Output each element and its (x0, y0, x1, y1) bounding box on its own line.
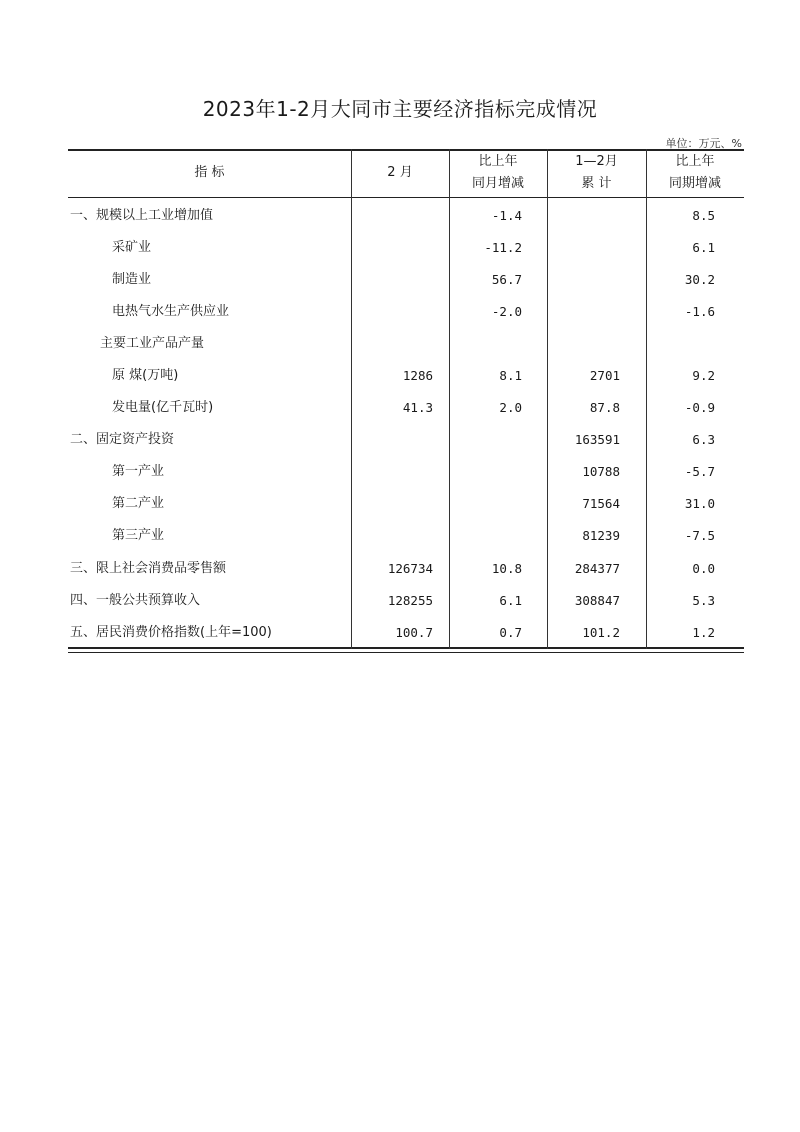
cell-cumulative: 308847 (574, 593, 620, 608)
table-row (68, 264, 744, 296)
header-cumulative (547, 149, 646, 197)
cell-yoy-month: 2.0 (499, 400, 522, 415)
cell-feb: 128255 (387, 593, 433, 608)
row-label: 发电量(亿千瓦时) (112, 400, 214, 415)
row-label: 第一产业 (112, 464, 165, 479)
cell-yoy-period: 8.5 (692, 208, 715, 223)
cell-yoy-period: 5.3 (692, 593, 715, 608)
cell-yoy-period: 6.1 (692, 240, 715, 255)
header-feb-label: 2 月 (387, 165, 413, 180)
table-bottom-rule-thin (68, 652, 744, 653)
cell-yoy-period: 30.2 (684, 272, 715, 287)
table-row (68, 424, 744, 456)
header-cumulative-line1: 1—2月 (575, 154, 618, 169)
cell-yoy-period: 6.3 (692, 432, 715, 447)
table-row (68, 456, 744, 488)
header-indicator (68, 149, 351, 197)
row-label: 第三产业 (112, 528, 165, 543)
table-row (68, 200, 744, 232)
table-row (68, 617, 744, 649)
unit-label: 单位：万元、% (665, 137, 742, 150)
cell-cumulative: 87.8 (589, 400, 620, 415)
cell-yoy-month: -1.4 (491, 208, 522, 223)
cell-cumulative: 81239 (582, 528, 620, 543)
cell-feb: 41.3 (402, 400, 433, 415)
table-row (68, 585, 744, 617)
cell-cumulative: 2701 (589, 368, 620, 383)
header-yoy-period-line2: 同期增减 (668, 176, 721, 191)
header-yoy-month (449, 149, 547, 197)
header-cumulative-line2: 累 计 (581, 176, 612, 191)
row-label: 二、固定资产投资 (70, 432, 175, 447)
cell-cumulative: 71564 (582, 496, 620, 511)
row-label: 三、限上社会消费品零售额 (70, 561, 227, 576)
header-feb (351, 149, 449, 197)
header-yoy-period (646, 149, 744, 197)
table-row (68, 392, 744, 424)
cell-yoy-period: -1.6 (684, 304, 715, 319)
cell-cumulative: 101.2 (582, 625, 620, 640)
cell-yoy-month: 0.7 (499, 625, 522, 640)
row-label: 五、居民消费价格指数(上年=100) (70, 625, 272, 640)
table-row (68, 520, 744, 552)
cell-cumulative: 10788 (582, 464, 620, 479)
cell-yoy-month: 6.1 (499, 593, 522, 608)
cell-feb: 126734 (387, 561, 433, 576)
cell-cumulative: 163591 (574, 432, 620, 447)
table-row (68, 328, 744, 360)
table-row (68, 488, 744, 520)
table-row (68, 553, 744, 585)
header-indicator-label: 指 标 (194, 165, 225, 180)
cell-yoy-period: -0.9 (684, 400, 715, 415)
row-label: 原 煤(万吨) (112, 368, 179, 383)
cell-yoy-month: -2.0 (491, 304, 522, 319)
table-row (68, 232, 744, 264)
row-label: 第二产业 (112, 496, 165, 511)
cell-yoy-period: 9.2 (692, 368, 715, 383)
header-yoy-month-line1: 比上年 (478, 154, 518, 169)
row-label: 一、规模以上工业增加值 (70, 208, 214, 223)
table-row (68, 296, 744, 328)
cell-yoy-period: -5.7 (684, 464, 715, 479)
row-label: 电热气水生产供应业 (112, 304, 230, 319)
cell-yoy-month: -11.2 (484, 240, 522, 255)
cell-yoy-month: 8.1 (499, 368, 522, 383)
row-label: 采矿业 (112, 240, 152, 255)
row-label: 四、一般公共预算收入 (70, 593, 201, 608)
row-label: 主要工业产品产量 (100, 336, 205, 351)
cell-yoy-period: -7.5 (684, 528, 715, 543)
table-row (68, 360, 744, 392)
header-yoy-period-line1: 比上年 (675, 154, 715, 169)
cell-yoy-period: 0.0 (692, 561, 715, 576)
cell-yoy-month: 10.8 (491, 561, 522, 576)
cell-yoy-period: 1.2 (692, 625, 715, 640)
cell-feb: 1286 (402, 368, 433, 383)
cell-cumulative: 284377 (574, 561, 620, 576)
header-rule (68, 197, 744, 198)
cell-yoy-period: 31.0 (684, 496, 715, 511)
header-yoy-month-line2: 同月增减 (471, 176, 524, 191)
cell-yoy-month: 56.7 (491, 272, 522, 287)
page-title: 2023年1-2月大同市主要经济指标完成情况 (202, 97, 598, 121)
cell-feb: 100.7 (395, 625, 433, 640)
indicators-table (68, 149, 744, 649)
row-label: 制造业 (112, 272, 152, 287)
